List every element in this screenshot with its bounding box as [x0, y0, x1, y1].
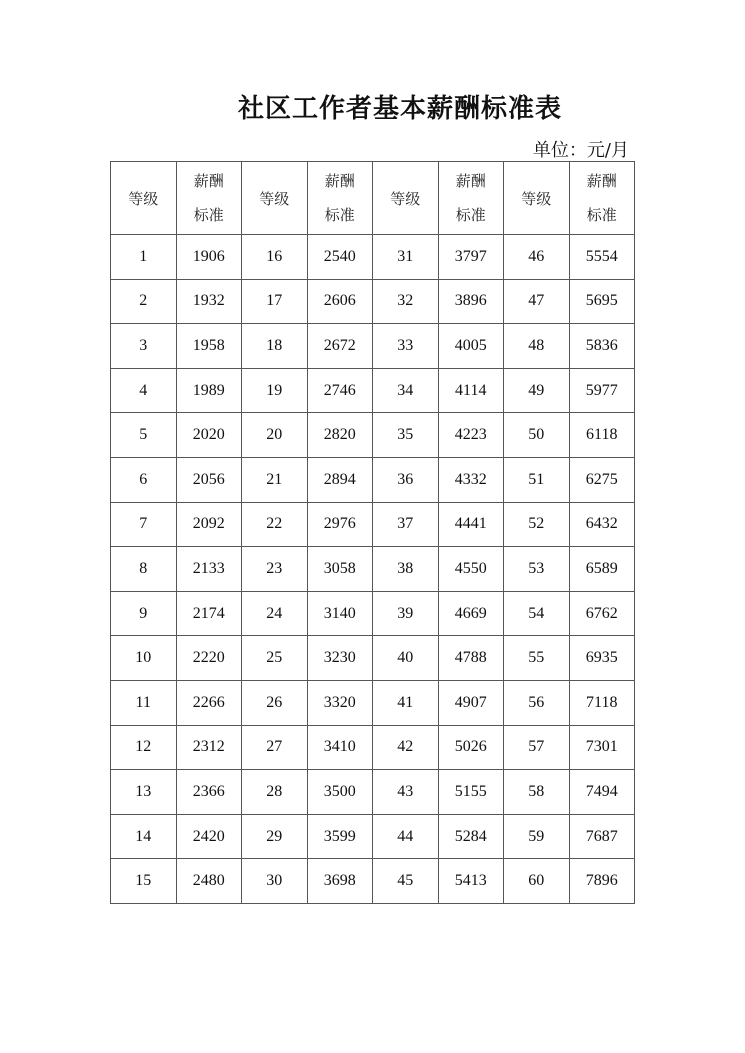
- grade-cell: 4: [111, 368, 177, 413]
- table-row: [111, 547, 635, 592]
- grade-cell: 15: [111, 859, 177, 904]
- grade-cell: 16: [242, 235, 308, 280]
- salary-cell: 2606: [307, 279, 373, 324]
- table-row: [111, 725, 635, 770]
- header-salary-top: 薪酬: [455, 172, 486, 190]
- salary-cell: 2420: [176, 814, 242, 859]
- salary-cell: 3140: [307, 591, 373, 636]
- grade-cell: 57: [504, 725, 570, 770]
- grade-cell: 36: [373, 457, 439, 502]
- grade-cell: 41: [373, 680, 439, 725]
- grade-cell: 50: [504, 413, 570, 458]
- table-row: [111, 279, 635, 324]
- header-salary-bottom: 标准: [324, 206, 355, 224]
- grade-cell: 7: [111, 502, 177, 547]
- table-row: [111, 636, 635, 681]
- table-row: [111, 814, 635, 859]
- grade-cell: 45: [373, 859, 439, 904]
- salary-cell: 7896: [569, 859, 635, 904]
- salary-cell: 2746: [307, 368, 373, 413]
- grade-cell: 9: [111, 591, 177, 636]
- salary-cell: 6935: [569, 636, 635, 681]
- salary-cell: 4907: [438, 680, 504, 725]
- grade-cell: 55: [504, 636, 570, 681]
- salary-cell: 2894: [307, 457, 373, 502]
- grade-cell: 28: [242, 770, 308, 815]
- salary-cell: 4114: [438, 368, 504, 413]
- table-row: [111, 770, 635, 815]
- salary-cell: 6762: [569, 591, 635, 636]
- salary-cell: 2480: [176, 859, 242, 904]
- grade-cell: 8: [111, 547, 177, 592]
- grade-cell: 17: [242, 279, 308, 324]
- header-salary: [307, 162, 373, 235]
- grade-cell: 11: [111, 680, 177, 725]
- salary-cell: 4005: [438, 324, 504, 369]
- salary-cell: 7118: [569, 680, 635, 725]
- salary-cell: 2174: [176, 591, 242, 636]
- salary-cell: 2312: [176, 725, 242, 770]
- table-row: [111, 368, 635, 413]
- salary-cell: 5836: [569, 324, 635, 369]
- grade-cell: 30: [242, 859, 308, 904]
- page-title: 社区工作者基本薪酬标准表: [237, 94, 562, 124]
- salary-cell: 6432: [569, 502, 635, 547]
- grade-cell: 46: [504, 235, 570, 280]
- grade-cell: 25: [242, 636, 308, 681]
- grade-cell: 34: [373, 368, 439, 413]
- salary-cell: 2220: [176, 636, 242, 681]
- grade-cell: 52: [504, 502, 570, 547]
- grade-cell: 51: [504, 457, 570, 502]
- grade-cell: 33: [373, 324, 439, 369]
- grade-cell: 32: [373, 279, 439, 324]
- salary-cell: 5284: [438, 814, 504, 859]
- salary-cell: 2976: [307, 502, 373, 547]
- grade-cell: 2: [111, 279, 177, 324]
- grade-cell: 38: [373, 547, 439, 592]
- table-row: [111, 324, 635, 369]
- grade-cell: 27: [242, 725, 308, 770]
- salary-cell: 5695: [569, 279, 635, 324]
- salary-cell: 3320: [307, 680, 373, 725]
- salary-cell: 5977: [569, 368, 635, 413]
- grade-cell: 20: [242, 413, 308, 458]
- salary-cell: 2540: [307, 235, 373, 280]
- header-grade: 等级: [242, 162, 308, 235]
- grade-cell: 22: [242, 502, 308, 547]
- unit-label: 单位：元/月: [532, 140, 629, 161]
- grade-cell: 48: [504, 324, 570, 369]
- grade-cell: 56: [504, 680, 570, 725]
- salary-table: [110, 161, 635, 904]
- header-salary: [569, 162, 635, 235]
- salary-cell: 3230: [307, 636, 373, 681]
- salary-cell: 2092: [176, 502, 242, 547]
- salary-cell: 5413: [438, 859, 504, 904]
- grade-cell: 6: [111, 457, 177, 502]
- grade-cell: 13: [111, 770, 177, 815]
- grade-cell: 35: [373, 413, 439, 458]
- grade-cell: 54: [504, 591, 570, 636]
- salary-cell: 7687: [569, 814, 635, 859]
- grade-cell: 31: [373, 235, 439, 280]
- grade-cell: 5: [111, 413, 177, 458]
- salary-cell: 3599: [307, 814, 373, 859]
- grade-cell: 53: [504, 547, 570, 592]
- salary-cell: 4669: [438, 591, 504, 636]
- header-salary-top: 薪酬: [193, 172, 224, 190]
- table-row: [111, 457, 635, 502]
- grade-cell: 44: [373, 814, 439, 859]
- grade-cell: 47: [504, 279, 570, 324]
- grade-cell: 59: [504, 814, 570, 859]
- salary-cell: 7494: [569, 770, 635, 815]
- table-row: [111, 502, 635, 547]
- table-row: [111, 235, 635, 280]
- salary-cell: 5155: [438, 770, 504, 815]
- grade-cell: 42: [373, 725, 439, 770]
- grade-cell: 3: [111, 324, 177, 369]
- salary-cell: 6118: [569, 413, 635, 458]
- header-salary: [176, 162, 242, 235]
- grade-cell: 10: [111, 636, 177, 681]
- salary-cell: 1932: [176, 279, 242, 324]
- salary-cell: 3410: [307, 725, 373, 770]
- header-salary-bottom: 标准: [586, 206, 617, 224]
- salary-cell: 2672: [307, 324, 373, 369]
- table-body: [111, 235, 635, 904]
- grade-cell: 12: [111, 725, 177, 770]
- salary-cell: 7301: [569, 725, 635, 770]
- grade-cell: 43: [373, 770, 439, 815]
- salary-cell: 6589: [569, 547, 635, 592]
- salary-cell: 3896: [438, 279, 504, 324]
- salary-cell: 1989: [176, 368, 242, 413]
- salary-cell: 3500: [307, 770, 373, 815]
- header-salary-bottom: 标准: [455, 206, 486, 224]
- salary-cell: 3797: [438, 235, 504, 280]
- grade-cell: 26: [242, 680, 308, 725]
- header-grade: 等级: [373, 162, 439, 235]
- grade-cell: 14: [111, 814, 177, 859]
- salary-cell: 2266: [176, 680, 242, 725]
- salary-cell: 4550: [438, 547, 504, 592]
- salary-cell: 4441: [438, 502, 504, 547]
- grade-cell: 19: [242, 368, 308, 413]
- header-salary-top: 薪酬: [586, 172, 617, 190]
- header-grade: 等级: [111, 162, 177, 235]
- salary-cell: 1958: [176, 324, 242, 369]
- salary-cell: 2056: [176, 457, 242, 502]
- grade-cell: 18: [242, 324, 308, 369]
- salary-cell: 5026: [438, 725, 504, 770]
- salary-cell: 4788: [438, 636, 504, 681]
- header-salary-bottom: 标准: [193, 206, 224, 224]
- grade-cell: 49: [504, 368, 570, 413]
- table-row: [111, 680, 635, 725]
- table-row: [111, 413, 635, 458]
- salary-cell: 1906: [176, 235, 242, 280]
- salary-cell: 6275: [569, 457, 635, 502]
- grade-cell: 1: [111, 235, 177, 280]
- salary-cell: 3058: [307, 547, 373, 592]
- grade-cell: 24: [242, 591, 308, 636]
- table-row: [111, 859, 635, 904]
- salary-cell: 2366: [176, 770, 242, 815]
- grade-cell: 40: [373, 636, 439, 681]
- grade-cell: 60: [504, 859, 570, 904]
- salary-cell: 4332: [438, 457, 504, 502]
- grade-cell: 21: [242, 457, 308, 502]
- header-salary: [438, 162, 504, 235]
- header-grade: 等级: [504, 162, 570, 235]
- header-salary-top: 薪酬: [324, 172, 355, 190]
- salary-cell: 3698: [307, 859, 373, 904]
- grade-cell: 37: [373, 502, 439, 547]
- grade-cell: 58: [504, 770, 570, 815]
- grade-cell: 29: [242, 814, 308, 859]
- salary-cell: 2133: [176, 547, 242, 592]
- table-row: [111, 591, 635, 636]
- salary-cell: 2020: [176, 413, 242, 458]
- grade-cell: 39: [373, 591, 439, 636]
- salary-cell: 2820: [307, 413, 373, 458]
- salary-cell: 5554: [569, 235, 635, 280]
- salary-cell: 4223: [438, 413, 504, 458]
- header-row: [111, 162, 635, 235]
- grade-cell: 23: [242, 547, 308, 592]
